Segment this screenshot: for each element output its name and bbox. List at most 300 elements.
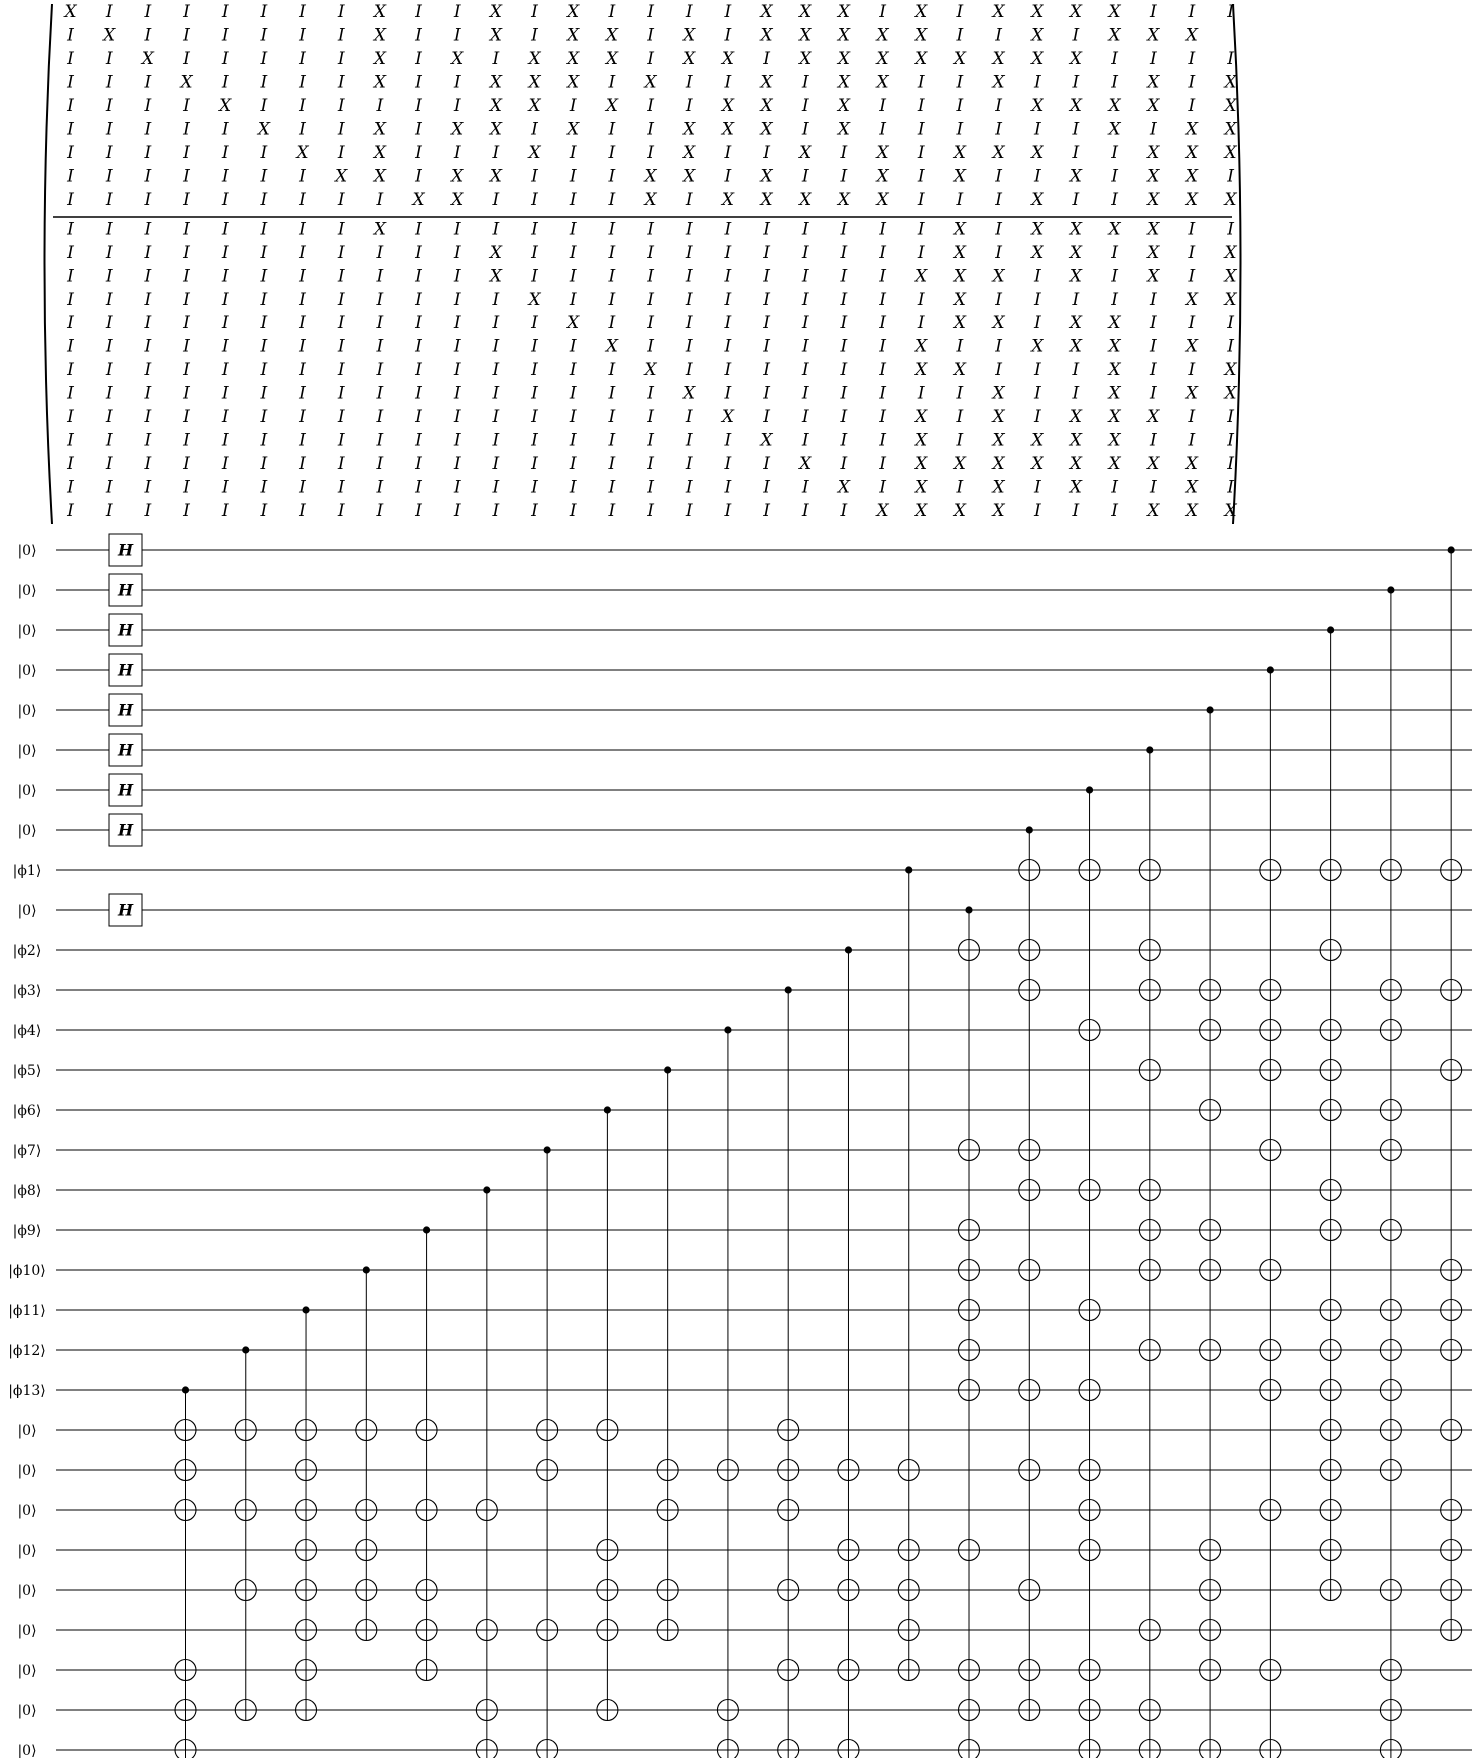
matrix-cell: I — [453, 454, 461, 475]
matrix-cell: I — [299, 430, 306, 451]
matrix-cell: I — [879, 336, 886, 357]
matrix-cell: X — [1031, 454, 1044, 475]
matrix-cell: X — [1147, 95, 1160, 116]
matrix-cell: I — [67, 142, 74, 163]
matrix-cell: I — [879, 95, 886, 116]
matrix-cell: I — [801, 119, 809, 140]
matrix-cell: I — [221, 2, 229, 22]
matrix-cell: I — [415, 142, 422, 163]
wire-label: |0⟩ — [17, 1743, 37, 1758]
matrix-cell: X — [451, 49, 464, 69]
matrix-cell: I — [144, 219, 152, 240]
matrix-cell: I — [1149, 360, 1157, 381]
matrix-cell: X — [760, 119, 773, 140]
matrix-cell: X — [721, 49, 734, 69]
matrix-cell: I — [183, 142, 190, 163]
matrix-cell: X — [335, 166, 348, 187]
wire-label: |0⟩ — [17, 743, 37, 759]
matrix-cell: I — [995, 219, 1002, 240]
matrix-cell: I — [260, 142, 268, 163]
left-parenthesis — [45, 4, 53, 524]
matrix-cell: I — [569, 501, 577, 522]
matrix-cell: X — [915, 266, 928, 287]
matrix-cell: X — [489, 119, 502, 140]
matrix-cell: X — [180, 72, 193, 93]
control-dot — [1387, 586, 1394, 593]
matrix-cell: I — [144, 383, 152, 404]
matrix-cell: I — [956, 430, 964, 451]
matrix-cell: I — [105, 166, 113, 187]
matrix-cell: I — [531, 383, 538, 404]
matrix-cell: X — [1224, 289, 1237, 310]
matrix-cell: X — [451, 119, 464, 140]
matrix-cell: I — [608, 72, 616, 93]
matrix-cell: X — [992, 142, 1005, 163]
matrix-cell: I — [1188, 360, 1196, 381]
matrix-cell: I — [337, 336, 345, 357]
matrix-cell: I — [492, 336, 500, 357]
matrix-cell: X — [1147, 454, 1160, 475]
matrix-cell: I — [647, 266, 654, 287]
matrix-cell: I — [647, 501, 654, 522]
matrix-cell: I — [299, 119, 306, 140]
matrix-cell: X — [992, 49, 1005, 69]
matrix-cell: I — [415, 166, 422, 187]
matrix-cell: X — [1224, 383, 1237, 404]
matrix-cell: I — [260, 219, 268, 240]
matrix-cell: I — [492, 501, 500, 522]
matrix-cell: X — [953, 454, 966, 475]
matrix-cell: I — [67, 189, 74, 210]
matrix-cell: I — [67, 313, 74, 334]
matrix-cell: I — [415, 95, 422, 116]
matrix-cell: I — [879, 242, 886, 263]
matrix-cell: X — [915, 477, 928, 498]
matrix-cell: X — [257, 119, 270, 140]
matrix-cell: X — [1224, 72, 1237, 93]
matrix-cell: I — [492, 477, 500, 498]
matrix-cell: I — [1072, 25, 1080, 46]
matrix-cell: X — [219, 95, 232, 116]
matrix-cell: X — [1031, 142, 1044, 163]
matrix-cell: X — [1147, 501, 1160, 522]
matrix-cell: I — [763, 242, 770, 263]
matrix-cell: I — [879, 219, 886, 240]
matrix-cell: X — [1069, 407, 1082, 428]
matrix-cell: I — [453, 289, 461, 310]
matrix-cell: I — [801, 242, 809, 263]
matrix-cell: I — [917, 313, 925, 334]
matrix-cell: I — [67, 407, 74, 428]
matrix-cell: I — [453, 360, 461, 381]
control-dot — [544, 1146, 551, 1153]
hadamard-label: H — [117, 700, 134, 720]
matrix-cell: I — [608, 454, 616, 475]
matrix-cell: I — [569, 477, 577, 498]
stabilizer-matrix — [45, 2, 1241, 524]
cnot-gate — [296, 1306, 317, 1720]
hadamard-label: H — [117, 820, 134, 840]
matrix-cell: I — [917, 289, 925, 310]
matrix-cell: I — [879, 407, 886, 428]
matrix-cell: I — [685, 313, 693, 334]
matrix-cell: I — [879, 266, 886, 287]
matrix-cell: I — [1072, 72, 1080, 93]
matrix-cell: X — [876, 49, 889, 69]
matrix-cell: I — [763, 454, 770, 475]
matrix-cell: X — [876, 501, 889, 522]
matrix-cell: I — [105, 72, 113, 93]
matrix-cell: X — [992, 2, 1005, 22]
hadamard-label: H — [117, 740, 134, 760]
matrix-cell: I — [763, 313, 770, 334]
matrix-cell: I — [105, 95, 113, 116]
matrix-cell: X — [1108, 2, 1121, 22]
matrix-cell: I — [337, 189, 345, 210]
matrix-cell: I — [840, 430, 848, 451]
matrix-cell: I — [801, 383, 809, 404]
matrix-cell: X — [1108, 360, 1121, 381]
matrix-cell: X — [528, 72, 541, 93]
matrix-cell: I — [763, 477, 770, 498]
control-dot — [483, 1186, 490, 1193]
matrix-cell: I — [724, 25, 732, 46]
matrix-cell: I — [1033, 501, 1041, 522]
cnot-gate — [898, 866, 919, 1680]
matrix-cell: I — [337, 142, 345, 163]
matrix-cell: I — [299, 454, 306, 475]
matrix-cell: I — [569, 383, 577, 404]
matrix-cell: I — [840, 142, 848, 163]
matrix-cell: I — [879, 2, 886, 22]
matrix-cell: X — [1108, 313, 1121, 334]
matrix-cell: I — [724, 313, 732, 334]
matrix-cell: I — [144, 266, 152, 287]
matrix-cell: I — [647, 313, 654, 334]
matrix-cell: I — [917, 166, 925, 187]
matrix-cell: I — [183, 501, 190, 522]
matrix-cell: I — [763, 219, 770, 240]
cnot-gate — [597, 1106, 618, 1720]
matrix-cell: I — [1033, 360, 1041, 381]
matrix-cell: I — [531, 360, 538, 381]
matrix-cell: I — [956, 407, 964, 428]
matrix-cell: I — [221, 336, 229, 357]
matrix-cell: I — [801, 266, 809, 287]
matrix-cell: X — [915, 501, 928, 522]
matrix-cell: X — [373, 142, 386, 163]
matrix-cell: I — [531, 454, 538, 475]
matrix-cell: I — [67, 242, 74, 263]
matrix-cell: X — [373, 219, 386, 240]
matrix-cell: I — [801, 360, 809, 381]
cnot-gate — [1380, 586, 1401, 1758]
matrix-cell: I — [105, 501, 113, 522]
matrix-cell: X — [915, 360, 928, 381]
matrix-cell: X — [1224, 266, 1237, 287]
matrix-cell: X — [1185, 142, 1198, 163]
matrix-cell: X — [1185, 454, 1198, 475]
matrix-cell: I — [299, 219, 306, 240]
matrix-cell: I — [260, 336, 268, 357]
matrix-cell: X — [528, 289, 541, 310]
matrix-cell: I — [608, 407, 616, 428]
matrix-cell: I — [144, 119, 152, 140]
matrix-cell: I — [608, 166, 616, 187]
matrix-cell: I — [415, 219, 422, 240]
matrix-cell: I — [1111, 142, 1118, 163]
matrix-cell: I — [801, 430, 809, 451]
matrix-cell: I — [337, 477, 345, 498]
control-dot — [724, 1026, 731, 1033]
matrix-cell: X — [992, 72, 1005, 93]
matrix-cell: I — [221, 49, 229, 69]
matrix-cell: I — [453, 501, 461, 522]
matrix-cell: I — [453, 383, 461, 404]
matrix-cell: I — [337, 72, 345, 93]
matrix-cell: I — [956, 383, 964, 404]
wire-label: |0⟩ — [17, 583, 37, 599]
wire-label: |ϕ13⟩ — [8, 1383, 46, 1399]
matrix-cell: I — [260, 25, 268, 46]
matrix-cell: X — [683, 383, 696, 404]
matrix-cell: I — [569, 289, 577, 310]
matrix-cell: X — [876, 72, 889, 93]
matrix-cell: X — [1031, 242, 1044, 263]
matrix-cell: I — [647, 477, 654, 498]
matrix-cell: I — [376, 360, 384, 381]
hadamard-gates — [109, 534, 142, 926]
matrix-cell: X — [1185, 383, 1198, 404]
matrix-cell: I — [763, 142, 770, 163]
matrix-cell: X — [915, 2, 928, 22]
matrix-cell: I — [531, 430, 538, 451]
matrix-cell: I — [685, 2, 693, 22]
matrix-cell: I — [415, 313, 422, 334]
matrix-cell: I — [685, 407, 693, 428]
matrix-cell: I — [685, 360, 693, 381]
wire-label: |ϕ8⟩ — [12, 1183, 42, 1199]
matrix-cell: X — [644, 360, 657, 381]
matrix-cell: I — [144, 2, 152, 22]
matrix-cell: I — [724, 383, 732, 404]
matrix-cell: X — [644, 189, 657, 210]
matrix-cell: I — [1188, 95, 1196, 116]
matrix-cell: I — [995, 119, 1002, 140]
matrix-cell: I — [260, 2, 268, 22]
matrix-cell: X — [64, 2, 77, 22]
matrix-cell: I — [1188, 219, 1196, 240]
matrix-cell: I — [1111, 72, 1118, 93]
matrix-cell: I — [1227, 2, 1234, 22]
matrix-cell: I — [531, 219, 538, 240]
matrix-cell: I — [956, 119, 964, 140]
matrix-cell: I — [801, 219, 809, 240]
matrix-cell: I — [647, 49, 654, 69]
matrix-cell: I — [763, 501, 770, 522]
matrix-cell: X — [1108, 430, 1121, 451]
matrix-cell: X — [528, 142, 541, 163]
matrix-cell: X — [1224, 501, 1237, 522]
matrix-cell: X — [876, 25, 889, 46]
wire-label: |ϕ10⟩ — [8, 1263, 46, 1279]
matrix-cell: I — [1072, 119, 1080, 140]
matrix-cell: I — [144, 242, 152, 263]
wire-label: |0⟩ — [17, 543, 37, 559]
matrix-cell: X — [683, 119, 696, 140]
matrix-cell: I — [105, 219, 113, 240]
matrix-cell: I — [415, 289, 422, 310]
matrix-cell: I — [221, 72, 229, 93]
matrix-cell: I — [1227, 454, 1234, 475]
matrix-cell: I — [415, 407, 422, 428]
wire-label: |ϕ11⟩ — [8, 1303, 46, 1319]
matrix-cell: X — [1185, 501, 1198, 522]
matrix-cell: X — [489, 72, 502, 93]
matrix-cell: X — [1224, 95, 1237, 116]
matrix-cell: X — [489, 266, 502, 287]
matrix-cell: I — [685, 266, 693, 287]
matrix-cell: I — [221, 142, 229, 163]
matrix-cell: X — [567, 25, 580, 46]
matrix-cell: X — [567, 72, 580, 93]
matrix-cell: X — [141, 49, 154, 69]
matrix-cell: X — [683, 142, 696, 163]
matrix-cell: I — [260, 407, 268, 428]
matrix-cell: X — [760, 72, 773, 93]
matrix-cell: I — [569, 219, 577, 240]
matrix-cell: I — [492, 383, 500, 404]
matrix-cell: I — [337, 289, 345, 310]
matrix-cell: I — [647, 25, 654, 46]
matrix-cell: I — [415, 49, 422, 69]
matrix-cell: I — [724, 72, 732, 93]
matrix-cell: I — [724, 360, 732, 381]
cnot-gate — [356, 1266, 377, 1640]
control-dot — [1448, 546, 1455, 553]
matrix-cell: I — [879, 289, 886, 310]
matrix-cell: I — [608, 142, 616, 163]
matrix-cell: I — [647, 336, 654, 357]
matrix-cell: I — [105, 266, 113, 287]
matrix-cell: I — [917, 219, 925, 240]
matrix-cell: I — [1227, 336, 1234, 357]
matrix-cell: I — [105, 383, 113, 404]
matrix-cell: X — [605, 95, 618, 116]
matrix-cell: I — [67, 95, 74, 116]
matrix-cell: I — [337, 454, 345, 475]
matrix-cell: I — [917, 142, 925, 163]
matrix-cell: I — [183, 430, 190, 451]
matrix-cell: I — [840, 454, 848, 475]
matrix-cell: I — [221, 219, 229, 240]
matrix-cell: X — [683, 49, 696, 69]
matrix-cell: X — [1185, 166, 1198, 187]
matrix-cell: X — [567, 119, 580, 140]
matrix-cell: I — [1072, 289, 1080, 310]
control-dot — [242, 1346, 249, 1353]
matrix-cell: I — [144, 477, 152, 498]
hadamard-label: H — [117, 900, 134, 920]
matrix-cell: X — [373, 72, 386, 93]
matrix-cell: I — [221, 242, 229, 263]
wire-label: |ϕ12⟩ — [8, 1343, 46, 1359]
matrix-cell: I — [647, 142, 654, 163]
matrix-cell: I — [221, 501, 229, 522]
cnot-gate — [416, 1226, 437, 1680]
matrix-cell: I — [1149, 289, 1157, 310]
matrix-cell: I — [299, 266, 306, 287]
matrix-cell: I — [1111, 166, 1118, 187]
matrix-cell: I — [376, 454, 384, 475]
matrix-cell: I — [724, 501, 732, 522]
matrix-cell: X — [1108, 336, 1121, 357]
matrix-cell: I — [1033, 72, 1041, 93]
wire-label: |0⟩ — [17, 1423, 37, 1439]
matrix-cell: I — [183, 49, 190, 69]
matrix-cell: I — [67, 501, 74, 522]
matrix-cell: I — [453, 25, 461, 46]
matrix-cell: I — [1149, 49, 1157, 69]
matrix-cell: X — [992, 266, 1005, 287]
matrix-cell: X — [1108, 119, 1121, 140]
control-dot — [363, 1266, 370, 1273]
matrix-cell: X — [1108, 383, 1121, 404]
matrix-cell: I — [608, 2, 616, 22]
matrix-cell: I — [453, 336, 461, 357]
matrix-cell: X — [373, 25, 386, 46]
matrix-cell: I — [144, 189, 152, 210]
matrix-cell: I — [685, 430, 693, 451]
matrix-cell: I — [105, 360, 113, 381]
matrix-cell: I — [144, 336, 152, 357]
matrix-cell: X — [1069, 336, 1082, 357]
matrix-cell: X — [1147, 72, 1160, 93]
matrix-cell: I — [67, 49, 74, 69]
wire-label: |0⟩ — [17, 703, 37, 719]
control-dot — [845, 946, 852, 953]
matrix-cell: I — [260, 430, 268, 451]
matrix-cell: X — [837, 119, 850, 140]
matrix-cell: I — [299, 2, 306, 22]
matrix-cell: I — [105, 407, 113, 428]
matrix-cell: I — [299, 242, 306, 263]
matrix-cell: X — [1147, 407, 1160, 428]
matrix-cell: I — [415, 242, 422, 263]
matrix-cell: I — [299, 383, 306, 404]
matrix-cell: X — [915, 454, 928, 475]
matrix-cell: I — [569, 166, 577, 187]
matrix-cell: I — [531, 166, 538, 187]
matrix-cell: I — [105, 119, 113, 140]
matrix-cell: I — [337, 501, 345, 522]
matrix-cell: I — [337, 383, 345, 404]
matrix-cell: I — [801, 477, 809, 498]
matrix-cell: I — [956, 72, 964, 93]
matrix-cell: X — [1185, 189, 1198, 210]
matrix-cell: X — [953, 219, 966, 240]
matrix-cell: I — [376, 95, 384, 116]
matrix-cell: I — [221, 407, 229, 428]
matrix-cell: I — [763, 266, 770, 287]
matrix-cell: I — [144, 430, 152, 451]
matrix-cell: I — [1033, 119, 1041, 140]
matrix-cell: I — [337, 2, 345, 22]
matrix-cell: I — [531, 407, 538, 428]
matrix-cell: I — [531, 2, 538, 22]
matrix-cell: X — [1224, 189, 1237, 210]
matrix-cell: I — [260, 95, 268, 116]
